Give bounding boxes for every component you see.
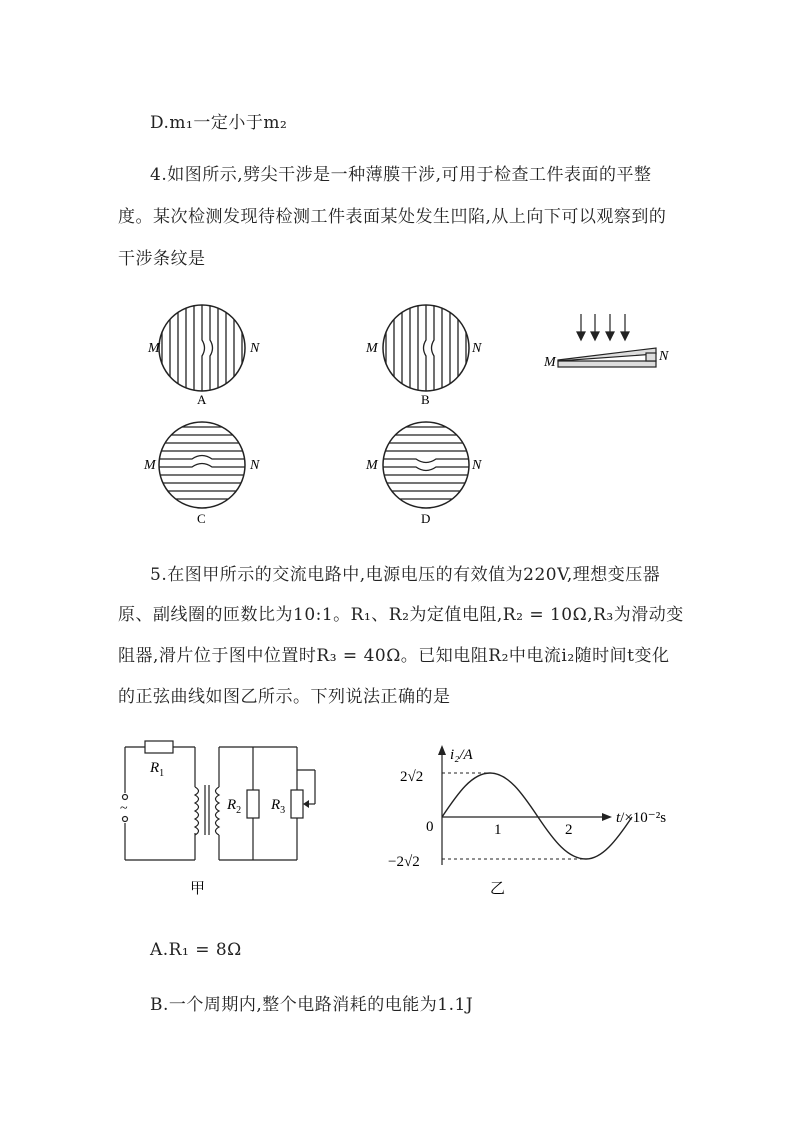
x-axis-arrow-icon	[602, 813, 612, 821]
label-r1: $R_1$	[150, 760, 165, 779]
q4-label-m-d: M	[366, 458, 378, 473]
q4-text-line2: 度。某次检测发现待检测工件表面某处发生凹陷,从上向下可以观察到的	[118, 207, 667, 227]
primary-coil	[195, 787, 199, 835]
q4-label-n-c: N	[250, 458, 260, 473]
q5-text-line2: 原、副线圈的匝数比为10:1。R₁、R₂为定值电阻,R₂ = 10Ω,R₃为滑动变	[118, 605, 684, 625]
q4-label-n-b: N	[472, 341, 482, 356]
q4-interference-figure	[130, 290, 690, 535]
wedge-label-n: N	[659, 349, 669, 364]
q4-text-line3: 干涉条纹是	[118, 249, 206, 269]
slider-arrow-icon	[303, 800, 309, 808]
current-graph	[380, 735, 680, 905]
q4-label-m-a: M	[148, 341, 160, 356]
q5-text-line3: 阻器,滑片位于图中位置时R₃ = 40Ω。已知电阻R₂中电流i₂随时间t变化	[118, 646, 670, 666]
source-terminal-top	[123, 795, 128, 800]
origin-label: 0	[426, 819, 434, 835]
q5-text-line1: 5.在图甲所示的交流电路中,电源电压的有效值为220V,理想变压器	[150, 565, 661, 585]
option-d-previous: D.m₁一定小于m₂	[150, 113, 288, 133]
source-terminal-bottom	[123, 817, 128, 822]
q4-label-m-b: M	[366, 341, 378, 356]
circuit-caption: 甲	[190, 881, 206, 897]
q4-label-n-a: N	[250, 341, 260, 356]
q4-label-m-c: M	[144, 458, 156, 473]
x-axis-label: t/×10⁻²s	[616, 810, 667, 826]
q5-option-a: A.R₁ = 8Ω	[150, 940, 242, 960]
option-c-fringe-pattern	[150, 422, 255, 508]
option-b-fringe-pattern	[383, 300, 469, 400]
option-c-label: C	[197, 511, 206, 526]
option-a-label: A	[197, 392, 207, 407]
q4-label-n-d: N	[472, 458, 482, 473]
y-axis-label: i₂/A	[450, 747, 473, 763]
light-arrows	[577, 314, 629, 340]
option-d-fringe-pattern	[374, 422, 479, 508]
resistor-r1	[145, 741, 173, 753]
wedge-label-m: M	[544, 355, 556, 370]
secondary-coil	[216, 787, 220, 835]
circuit-diagram	[115, 735, 335, 905]
wedge-setup-diagram	[558, 314, 656, 367]
option-b-label: B	[421, 392, 430, 407]
resistor-r2	[247, 790, 259, 818]
label-r3: $R_3$	[271, 797, 286, 816]
q5-text-line4: 的正弦曲线如图乙所示。下列说法正确的是	[118, 687, 451, 707]
y-tick-negative: −2√2	[388, 854, 420, 870]
option-d-label: D	[421, 511, 431, 526]
q5-option-b: B.一个周期内,整个电路消耗的电能为1.1J	[150, 995, 474, 1015]
rheostat-r3	[291, 790, 303, 818]
y-tick-positive: 2√2	[400, 769, 424, 785]
label-r2: $R_2$	[227, 797, 242, 816]
x-tick-2: 2	[565, 822, 573, 838]
y-axis-arrow-icon	[438, 745, 446, 755]
graph-caption: 乙	[490, 881, 506, 897]
x-tick-1: 1	[494, 822, 502, 838]
option-a-fringe-pattern	[159, 300, 245, 400]
ac-source-symbol: ~	[120, 801, 128, 816]
q4-text-line1: 4.如图所示,劈尖干涉是一种薄膜干涉,可用于检查工件表面的平整	[150, 165, 652, 185]
